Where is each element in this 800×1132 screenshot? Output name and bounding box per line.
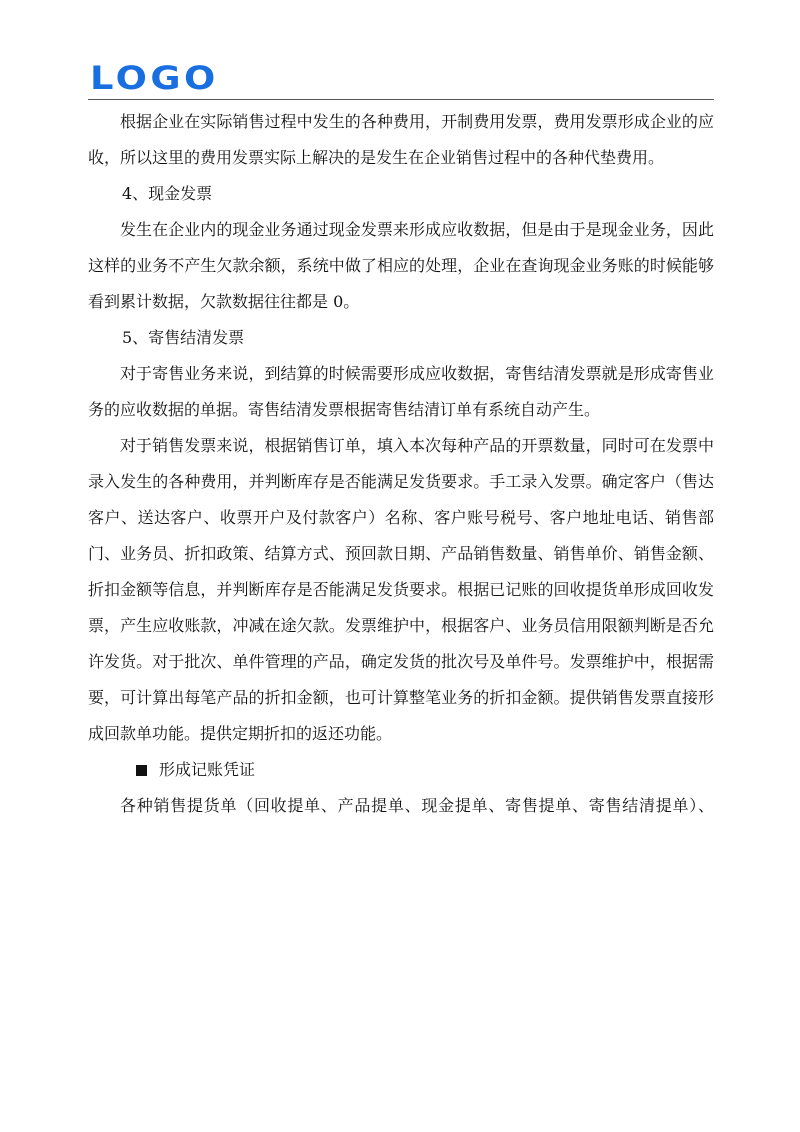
header-divider [88,99,714,100]
logo: LOGO [90,59,219,97]
section-heading: 5、寄售结清发票 [122,328,245,347]
paragraph: 发生在企业内的现金业务通过现金发票来形成应收数据，但是由于是现金业务，因此这样的业务不产生欠款余额，系统中做了相应的处理，企业在查询现金业务账的时候能够看到累计数据，欠款数据往往都是 0。 [88,220,714,311]
page-header [88,60,714,100]
paragraph: 根据企业在实际销售过程中发生的各种费用，开制费用发票，费用发票形成企业的应收，所以这里的费用发票实际上解决的是发生在企业销售过程中的各种代垫费用。 [88,112,714,167]
paragraph: 各种销售提货单（回收提单、产品提单、现金提单、寄售提单、寄售结清提单）、 [120,796,714,815]
paragraph: 对于销售发票来说，根据销售订单，填入本次每种产品的开票数量，同时可在发票中录入发生的各种费用，并判断库存是否能满足发货要求。手工录入发票。确定客户（售达客户、送达客户、收票开户及付款客户）名称、客户账号税号、客户地址电话、销售部门、业务员、折扣政策、结算方式、预回款日期、产品销售数量、销售单价、销售金额、折扣金额等信息，并判断库存是否能满足发货要求。根据已记账的回收提货单形成回收发票，产生应收账款，冲减在途欠款。发票维护中，根据客户、业务员信用限额判断是否允许发货。对于批次、单件管理的产品，确定发货的批次号及单件号。发票维护中，根据需要，可计算出每笔产品的折扣金额，也可计算整笔业务的折扣金额。提供销售发票直接形成回款单功能。提供定期折扣的返还功能。 [88,436,714,743]
paragraph: 对于寄售业务来说，到结算的时候需要形成应收数据，寄售结清发票就是形成寄售业务的应收数据的单据。寄售结清发票根据寄售结清订单有系统自动产生。 [88,364,714,419]
square-bullet-icon [136,765,147,776]
bullet-heading [88,752,714,788]
section-heading: 4、现金发票 [122,184,213,203]
document-body [88,104,714,824]
bullet-heading-text: 形成记账凭证 [159,760,256,779]
